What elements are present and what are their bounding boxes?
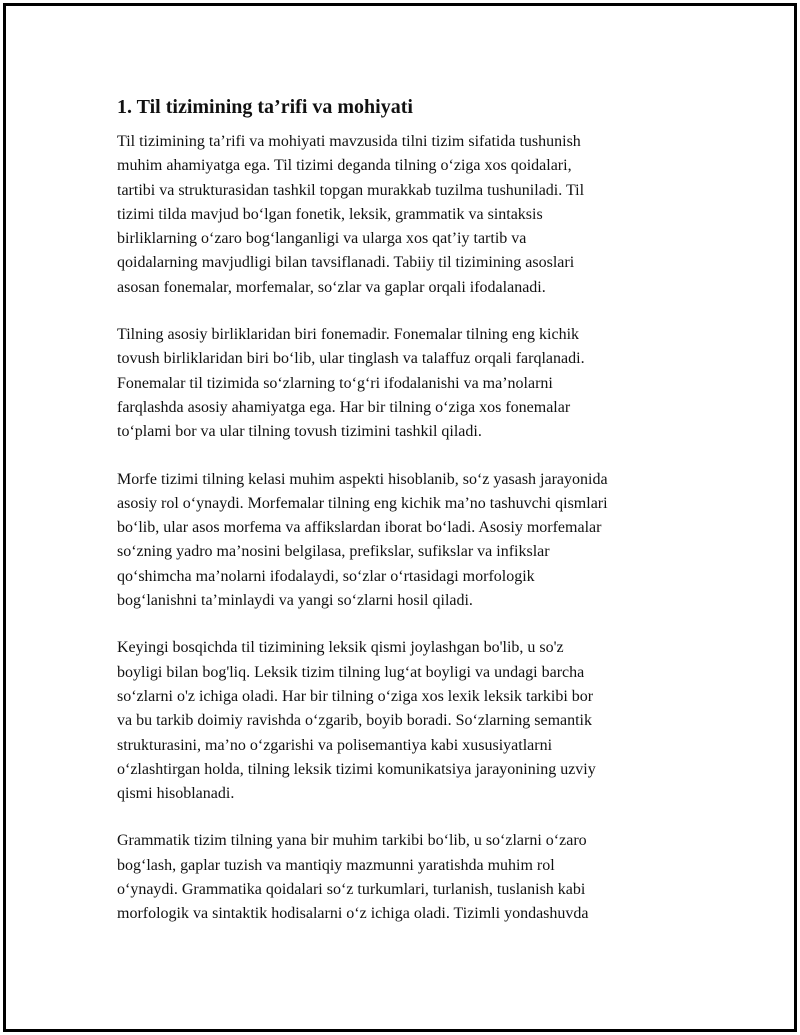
paragraph-morphemes: Morfe tizimi tilning kelasi muhim aspekti hisoblanib, so‘z yasash jarayonida asosiy rol o‘ynaydi. Morfemalar tilning eng kichik ma’no tashuvchi qismlari bo‘lib, ular asos morfema va affikslardan iborat bo‘ladi. Asosiy morfemalar so‘zning yadro ma’nosini belgilasa, prefikslar, sufikslar va infikslar qo‘shimcha ma’nolarni ifodalaydi, so‘zlar o‘rtasidagi morfologik bog‘lanishni ta’minlaydi va yangi so‘zlarni hosil qiladi. <box>117 470 608 610</box>
document-body <box>117 94 697 950</box>
paragraph-grammatical-system: Grammatik tizim tilning yana bir muhim tarkibi bo‘lib, u so‘zlarni o‘zaro bog‘lash, gaplar tuzish va mantiqiy mazmunni yaratishda muhim rol o‘ynaydi. Grammatika qoidalari so‘z turkumlari, turlanish, tuslanish kabi morfologik va sintaktik hodisalarni o‘z ichiga oladi. Tizimli yondashuvda <box>117 832 589 923</box>
section-heading: 1. Til tizimining ta’rifi va mohiyati <box>117 96 413 118</box>
paragraph-lexical-system: Keyingi bosqichda til tizimining leksik qismi joylashgan bo'lib, u so'z boyligi bilan bog'liq. Leksik tizim tilning lug‘at boyligi va undagi barcha so‘zlarni o'z ichiga oladi. Har bir tilning o‘ziga xos lexik leksik tarkibi bor va bu tarkib doimiy ravishda o‘zgarib, boyib boradi. So‘zlarning semantik strukturasini, ma’no o‘zgarishi va polisemantiya kabi xususiyatlarni o‘zlashtirgan holda, tilning leksik tizimi komunikatsiya jarayonining uzviy qismi hisoblanadi. <box>117 639 596 803</box>
paragraph-phonemes: Tilning asosiy birliklaridan biri fonemadir. Fonemalar tilning eng kichik tovush birliklaridan biri bo‘lib, ular tinglash va talaffuz orqali farqlanadi. Fonemalar til tizimida so‘zlarning to‘g‘ri ifodalanishi va ma’nolarni farqlashda asosiy ahamiyatga ega. Har bir tilning o‘ziga xos fonemalar to‘plami bor va ular tilning tovush tizimini tashkil qiladi. <box>117 326 585 441</box>
paragraph-definition: Til tizimining ta’rifi va mohiyati mavzusida tilni tizim sifatida tushunish muhim ahamiyatga ega. Til tizimi deganda tilning o‘ziga xos qoidalari, tartibi va strukturasidan tashkil topgan murakkab tuzilma tushuniladi. Til tizimi tilda mavjud bo‘lgan fonetik, leksik, grammatik va sintaksis birliklarning o‘zaro bog‘langanligi va ularga xos qat’iy tartib va qoidalarning mavjudligi bilan tavsiflanadi. Tabiiy til tizimining asoslari asosan fonemalar, morfemalar, so‘zlar va gaplar orqali ifodalanadi. <box>117 133 585 296</box>
